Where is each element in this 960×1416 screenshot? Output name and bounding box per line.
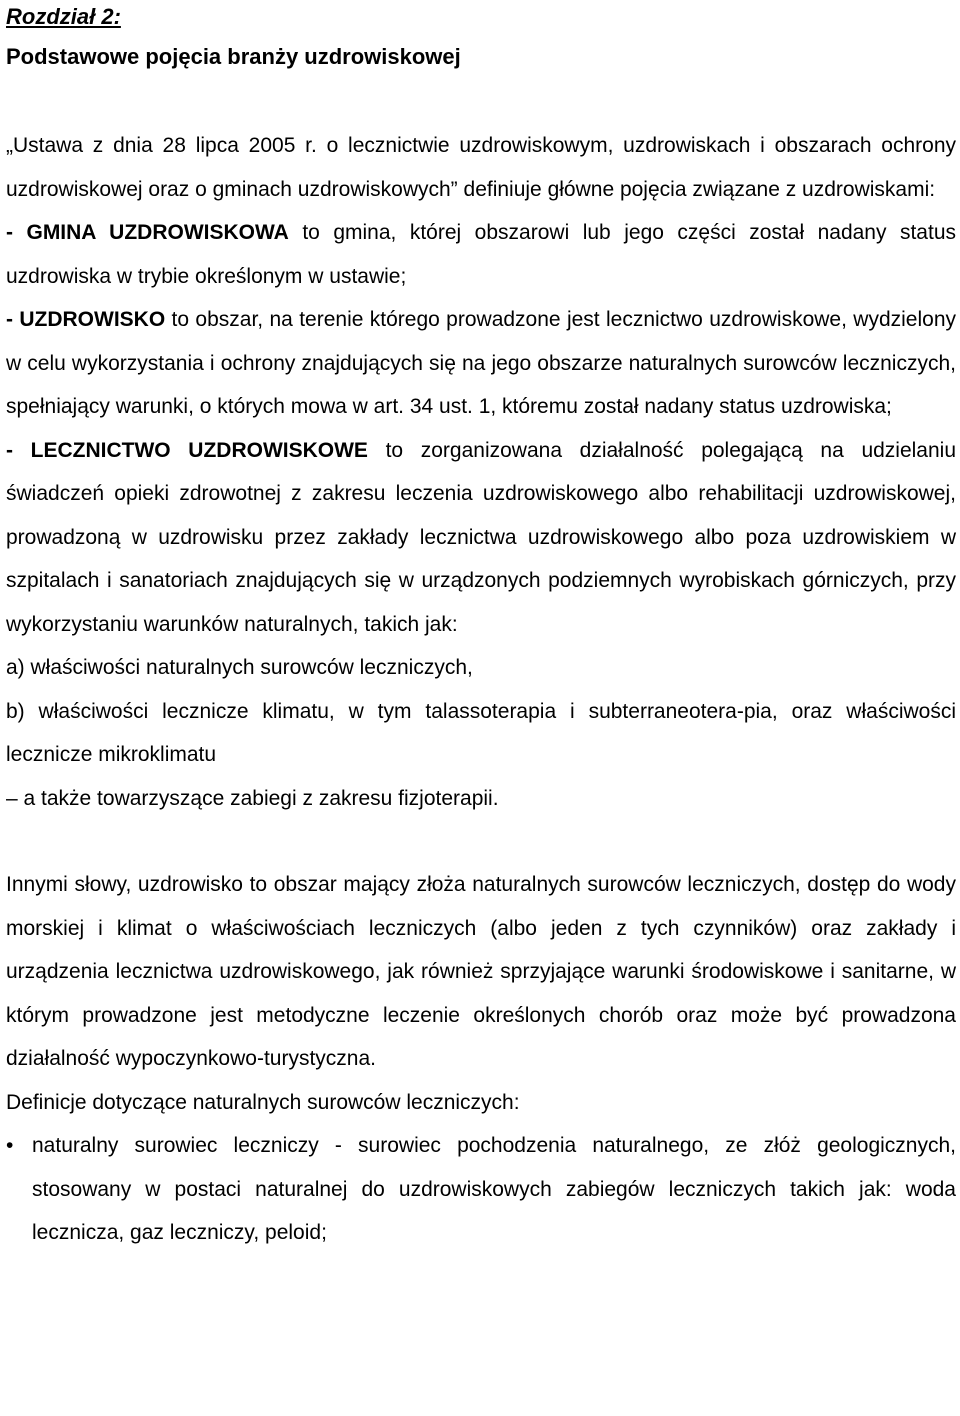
chapter-title: Podstawowe pojęcia branży uzdrowiskowej: [6, 44, 461, 69]
definition-gmina-uzdrowiskowa: [6, 211, 956, 298]
definition-lecznictwo-uzdrowiskowe: [6, 429, 956, 647]
summary-paragraph: Innymi słowy, uzdrowisko to obszar mający złoża naturalnych surowców leczniczych, dostęp do wody morskiej i klimat o właściwościach leczniczych (albo jeden z tych czynników) oraz zakłady i urządzenia lecznictwa uzdrowiskowego, jak również sprzyjające warunki środowiskowe i sanitarne, w którym prowadzone jest metodyczne leczenie określonych chorób oraz może być prowadzona działalność wypoczynkowo-turystyczna.: [6, 873, 956, 1070]
bullet-item: [6, 1124, 956, 1255]
definition-uzdrowisko: [6, 298, 956, 429]
definition-term: LECZNICTWO UZDROWISKOWE: [30, 438, 368, 462]
chapter-label: Rozdział 2:: [6, 4, 121, 29]
definition-term: GMINA UZDROWISKOWA: [26, 221, 289, 244]
list-item-b: b) właściwości lecznicze klimatu, w tym talassoterapia i subterraneotera-pia, oraz właściwości lecznicze mikroklimatu: [6, 699, 956, 766]
definition-text: to obszar, na terenie którego prowadzone jest lecznictwo uzdrowiskowe, wydzielony w celu wykorzystania i ochrony znajdujących się na jego obszarze naturalnych surowców leczniczych, spełniający warunki, o których mowa w art. 34 ust. 1, któremu został nadany status uzdrowiska;: [6, 308, 957, 418]
paragraph-spacer: [6, 820, 956, 863]
definition-prefix: -: [6, 438, 31, 462]
list-item-c: – a także towarzyszące zabiegi z zakresu fizjoterapii.: [6, 786, 499, 810]
list-item-a: a) właściwości naturalnych surowców leczniczych,: [6, 656, 473, 679]
definition-term: UZDROWISKO: [19, 308, 166, 331]
definition-prefix: -: [6, 221, 27, 244]
bullet-icon: •: [6, 1134, 14, 1157]
definition-text: to gmina, której obszarowi lub jego części został nadany status uzdrowiska w trybie określonym w ustawie;: [6, 221, 957, 288]
raw-materials-intro: Definicje dotyczące naturalnych surowców leczniczych:: [6, 1090, 520, 1114]
intro-paragraph: „Ustawa z dnia 28 lipca 2005 r. o lecznictwie uzdrowiskowym, uzdrowiskach i obszarach ochrony uzdrowiskowej oraz o gminach uzdrowiskowych” definiuje główne pojęcia związane z uzdrowiskami:: [6, 134, 956, 201]
definition-text: to zorganizowana działalność polegającą na udzielaniu świadczeń opieki zdrowotnej z zakresu leczenia uzdrowiskowego albo rehabilitacji uzdrowiskowej, prowadzoną w uzdrowisku przez zakłady lecznictwa uzdrowiskowego albo poza uzdrowiskiem w szpitalach i sanatoriach znajdujących się w urządzonych podziemnych wyrobiskach górniczych, przy wykorzystaniu warunków naturalnych, takich jak:: [6, 438, 957, 636]
definition-prefix: -: [6, 308, 20, 331]
bullet-item-text: naturalny surowiec leczniczy - surowiec pochodzenia naturalnego, ze złóż geologicznych, stosowany w postaci naturalnej do uzdrowiskowych zabiegów leczniczych takich jak: woda lecznicza, gaz leczniczy, peloid;: [32, 1134, 956, 1244]
